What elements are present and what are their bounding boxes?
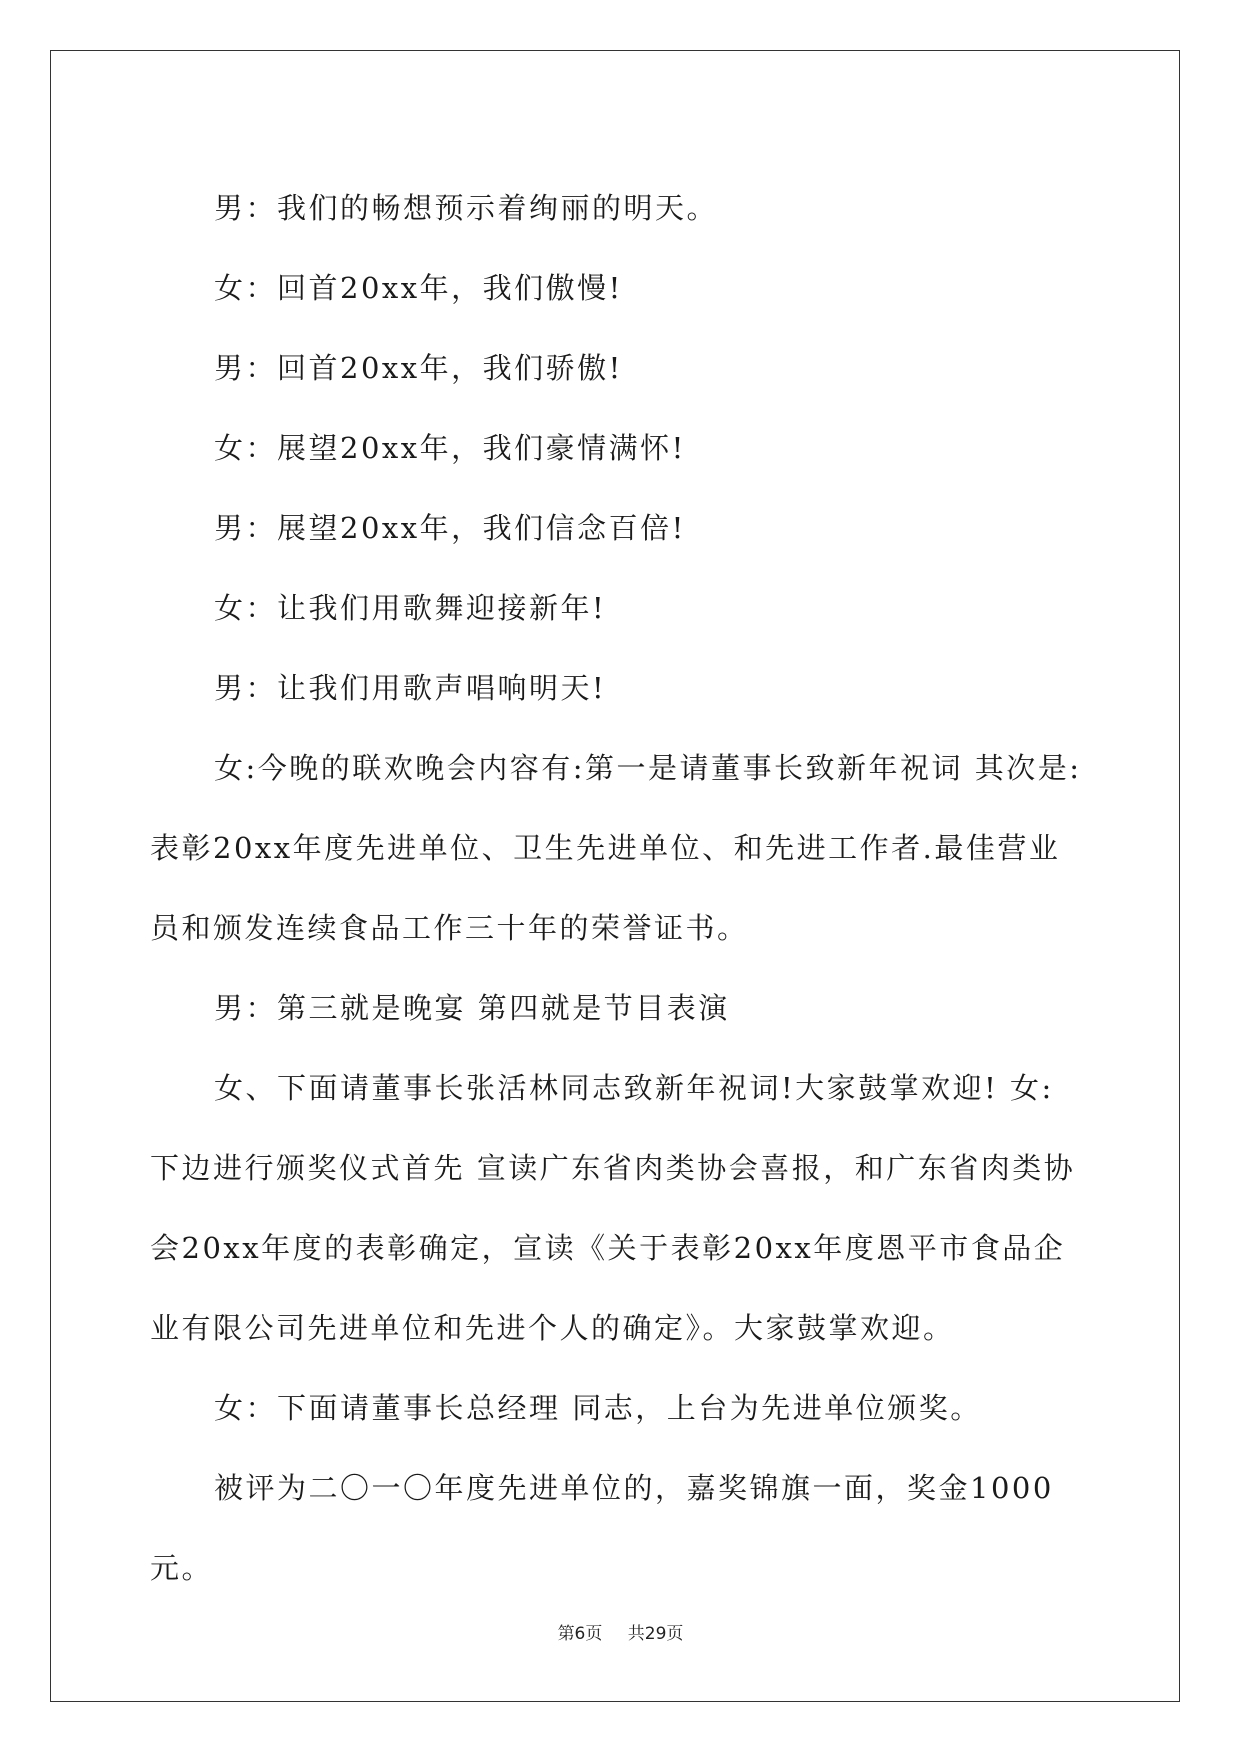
paragraph: 被评为二〇一〇年度先进单位的，嘉奖锦旗一面，奖金1000元。 bbox=[150, 1471, 1054, 1585]
page-number: 第6页 bbox=[557, 1624, 603, 1644]
paragraph: 女、下面请董事长张活林同志致新年祝词!大家鼓掌欢迎! 女:下边进行颁奖仪式首先 宣读广东省肉类协会喜报，和广东省肉类协会20xx年度的表彰确定，宣读《关于表彰20xx年度恩平市食品企业有限公司先进单位和先进个人的确定》。大家鼓掌欢迎。 bbox=[150, 1071, 1076, 1345]
document-body bbox=[150, 168, 1085, 1608]
paragraph: 女：下面请董事长总经理 同志，上台为先进单位颁奖。 bbox=[214, 1391, 982, 1425]
paragraph: 男：回首20xx年，我们骄傲! bbox=[214, 351, 623, 385]
paragraph: 女：回首20xx年，我们傲慢! bbox=[214, 271, 623, 305]
page-footer bbox=[0, 1619, 1241, 1644]
page-total: 共29页 bbox=[627, 1624, 684, 1644]
paragraph: 男：第三就是晚宴 第四就是节目表演 bbox=[214, 991, 730, 1025]
paragraph: 男：展望20xx年，我们信念百倍! bbox=[214, 511, 686, 545]
paragraph: 男：让我们用歌声唱响明天! bbox=[214, 671, 607, 705]
paragraph: 女:今晚的联欢晚会内容有:第一是请董事长致新年祝词 其次是:表彰20xx年度先进单位、卫生先进单位、和先进工作者.最佳营业员和颁发连续食品工作三十年的荣誉证书。 bbox=[150, 751, 1082, 945]
paragraph: 女：展望20xx年，我们豪情满怀! bbox=[214, 431, 686, 465]
paragraph: 女：让我们用歌舞迎接新年! bbox=[214, 591, 607, 625]
paragraph: 男：我们的畅想预示着绚丽的明天。 bbox=[214, 191, 719, 225]
